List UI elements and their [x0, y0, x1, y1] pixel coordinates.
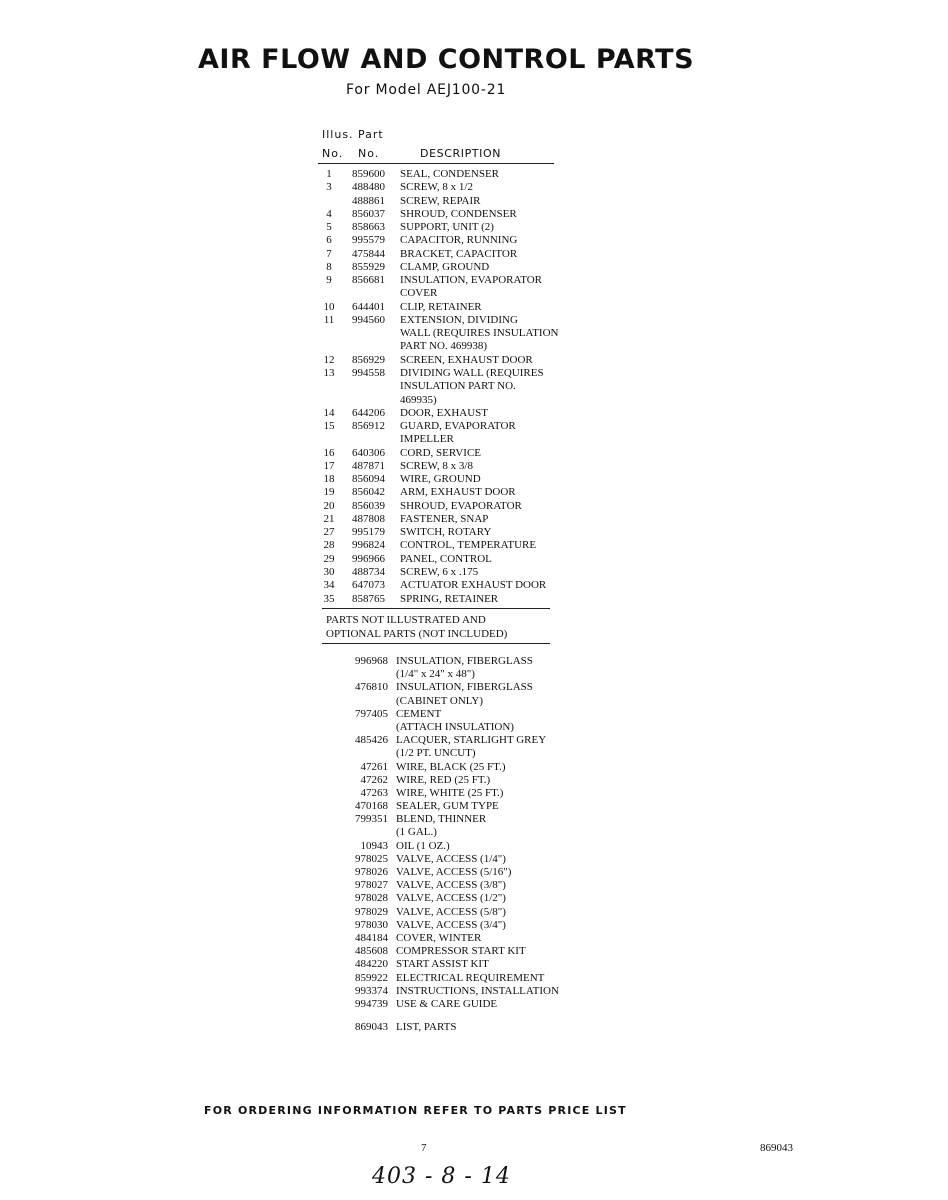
part-no: 978029 [355, 905, 388, 918]
description: VALVE, ACCESS (5/16") [396, 866, 512, 878]
part-no: 855929 [352, 260, 385, 273]
part-no: 47263 [360, 786, 388, 799]
description: SWITCH, ROTARY [400, 526, 492, 539]
header-part-no: No. [358, 147, 380, 160]
part-no: 993374 [355, 984, 388, 997]
part-no: 487871 [352, 459, 385, 472]
part-no: 856094 [352, 473, 385, 486]
description: ARM, EXHAUST DOOR [400, 486, 516, 499]
part-no: 859600 [352, 168, 385, 180]
description: INSULATION PART NO. [400, 380, 516, 393]
part-no: 978027 [355, 879, 388, 892]
illus-no: 4 [326, 207, 332, 220]
description: ELECTRICAL REQUIREMENT [396, 971, 545, 984]
description: COVER, WINTER [396, 931, 482, 944]
description: LIST, PARTS [396, 1021, 457, 1034]
part-no: 10943 [360, 839, 388, 852]
page-number: 7 [421, 1142, 427, 1154]
description: CLAMP, GROUND [400, 260, 490, 273]
illus-no: 19 [323, 486, 335, 499]
not-included-note [326, 614, 507, 641]
description: EXTENSION, DIVIDING [400, 313, 518, 326]
description: GUARD, EVAPORATOR [400, 420, 516, 433]
page-title: AIR FLOW AND CONTROL PARTS [198, 44, 695, 75]
note-line: PARTS NOT ILLUSTRATED AND [326, 614, 486, 626]
description: VALVE, ACCESS (5/8") [396, 905, 506, 918]
note-rule [322, 643, 550, 644]
description: CEMENT [396, 707, 442, 720]
illus-no: 18 [323, 473, 335, 486]
illus-no: 27 [323, 526, 335, 539]
description: WIRE, WHITE (25 FT.) [396, 786, 504, 799]
header-rule [318, 163, 554, 164]
description: START ASSIST KIT [396, 958, 489, 971]
part-no: 799351 [355, 813, 388, 826]
description: SPRING, RETAINER [400, 592, 499, 605]
illus-no: 20 [323, 499, 335, 512]
part-no: 996968 [355, 655, 388, 667]
part-no: 859922 [355, 971, 388, 984]
part-no: 978026 [355, 866, 388, 878]
part-no: 488480 [352, 181, 385, 194]
part-no: 485608 [355, 945, 388, 958]
part-no: 647073 [352, 579, 385, 592]
description: BRACKET, CAPACITOR [400, 247, 518, 260]
illus-no: 21 [323, 512, 335, 525]
description: VALVE, ACCESS (3/8") [396, 879, 506, 892]
description: SCREW, 8 x 1/2 [400, 181, 473, 194]
illus-no: 35 [323, 592, 335, 605]
description: SCREEN, EXHAUST DOOR [400, 353, 533, 366]
ordering-footer: FOR ORDERING INFORMATION REFER TO PARTS PRICE LIST [204, 1104, 627, 1117]
part-no: 797405 [355, 707, 388, 720]
description: SEALER, GUM TYPE [396, 800, 499, 813]
header-description: DESCRIPTION [420, 147, 502, 160]
description: INSULATION, EVAPORATOR [400, 274, 542, 287]
header-illus: Illus. [322, 128, 354, 141]
description: COVER [400, 287, 438, 300]
part-no: 994558 [352, 366, 385, 379]
description: VALVE, ACCESS (1/4") [396, 852, 506, 865]
description: COMPRESSOR START KIT [396, 945, 526, 958]
description: ACTUATOR EXHAUST DOOR [400, 579, 547, 592]
illus-no: 9 [326, 274, 332, 287]
illus-no: 10 [323, 300, 335, 313]
illus-no: 15 [323, 420, 335, 433]
description: USE & CARE GUIDE [396, 997, 498, 1010]
part-no: 856039 [352, 499, 385, 512]
part-no: 858663 [352, 221, 385, 234]
part-no: 978025 [355, 852, 388, 865]
illus-no: 1 [326, 168, 332, 180]
part-no: 488734 [352, 565, 385, 578]
description: LACQUER, STARLIGHT GREY [396, 734, 547, 747]
description: SCREW, REPAIR [400, 194, 481, 207]
document-number: 869043 [760, 1142, 793, 1154]
part-no: 856929 [352, 353, 385, 366]
illus-no: 14 [323, 406, 335, 419]
part-no: 488861 [352, 194, 385, 207]
part-no: 869043 [355, 1021, 388, 1034]
illus-no: 8 [326, 260, 332, 273]
illus-no: 29 [323, 552, 335, 565]
description: WIRE, RED (25 FT.) [396, 773, 491, 786]
part-no: 856037 [352, 207, 385, 220]
description: INSTRUCTIONS, INSTALLATION [396, 984, 559, 997]
illus-no: 3 [326, 181, 332, 194]
description: CORD, SERVICE [400, 446, 482, 459]
illus-no: 11 [323, 313, 335, 326]
handwritten-note: 403 - 8 - 14 [372, 1164, 511, 1189]
header-part: Part [358, 128, 384, 141]
description: CONTROL, TEMPERATURE [400, 539, 537, 552]
description: CLIP, RETAINER [400, 300, 482, 313]
description: IMPELLER [400, 433, 454, 446]
part-no: 644401 [352, 300, 385, 313]
description: OIL (1 OZ.) [396, 839, 450, 852]
description: (1 GAL.) [396, 826, 437, 839]
illus-no: 12 [323, 353, 335, 366]
illus-no: 16 [323, 446, 335, 459]
description: DIVIDING WALL (REQUIRES [400, 366, 544, 379]
description: BLEND, THINNER [396, 813, 487, 826]
part-no: 475844 [352, 247, 385, 260]
part-no: 858765 [352, 592, 385, 605]
illus-no: 34 [323, 579, 335, 592]
part-no: 978030 [355, 918, 388, 931]
part-no: 487808 [352, 512, 385, 525]
description: (1/4" x 24" x 48") [396, 668, 475, 681]
description: VALVE, ACCESS (3/4") [396, 918, 506, 931]
description: SCREW, 8 x 3/8 [400, 459, 473, 472]
part-no: 856681 [352, 274, 385, 287]
header-no: No. [322, 147, 344, 160]
description: VALVE, ACCESS (1/2") [396, 892, 506, 905]
description: FASTENER, SNAP [400, 512, 489, 525]
part-no: 484220 [355, 958, 388, 971]
part-no: 995579 [352, 234, 385, 247]
illus-no: 28 [323, 539, 335, 552]
illus-no: 30 [323, 565, 335, 578]
part-no: 644206 [352, 406, 385, 419]
part-no: 994739 [355, 997, 388, 1010]
part-no: 994560 [352, 313, 385, 326]
description: PANEL, CONTROL [400, 552, 492, 565]
description: WIRE, GROUND [400, 473, 481, 486]
part-no: 470168 [355, 800, 388, 813]
part-no: 476810 [355, 681, 388, 694]
description: WALL (REQUIRES INSULATION [400, 327, 559, 340]
description: SCREW, 6 x .175 [400, 565, 479, 578]
description: SEAL, CONDENSER [400, 168, 500, 180]
illus-no: 13 [323, 366, 335, 379]
part-no: 996824 [352, 539, 385, 552]
description: (1/2 PT. UNCUT) [396, 747, 476, 760]
note-line: OPTIONAL PARTS (NOT INCLUDED) [326, 627, 508, 640]
description: SHROUD, CONDENSER [400, 207, 517, 220]
description: (CABINET ONLY) [396, 694, 483, 707]
description: WIRE, BLACK (25 FT.) [396, 760, 506, 773]
part-no: 978028 [355, 892, 388, 905]
description: CAPACITOR, RUNNING [400, 234, 518, 247]
part-no: 856042 [352, 486, 385, 499]
illus-no: 17 [323, 459, 335, 472]
part-no: 995179 [352, 526, 385, 539]
illus-no: 7 [326, 247, 332, 260]
parts-end-rule [322, 608, 550, 609]
description: (ATTACH INSULATION) [396, 720, 514, 733]
part-no: 485426 [355, 734, 388, 747]
description: PART NO. 469938) [400, 340, 488, 353]
part-no: 996966 [352, 552, 385, 565]
illus-no: 6 [326, 234, 332, 247]
description: INSULATION, FIBERGLASS [396, 681, 533, 694]
description: 469935) [400, 393, 437, 406]
description: DOOR, EXHAUST [400, 406, 488, 419]
part-no: 484184 [355, 931, 388, 944]
part-no: 856912 [352, 420, 385, 433]
part-no: 47262 [360, 773, 388, 786]
part-no: 47261 [360, 760, 388, 773]
illus-no: 5 [326, 221, 332, 234]
description: INSULATION, FIBERGLASS [396, 655, 533, 667]
description: SHROUD, EVAPORATOR [400, 499, 522, 512]
part-no: 640306 [352, 446, 385, 459]
description: SUPPORT, UNIT (2) [400, 221, 494, 234]
model-subtitle: For Model AEJ100-21 [346, 82, 507, 98]
